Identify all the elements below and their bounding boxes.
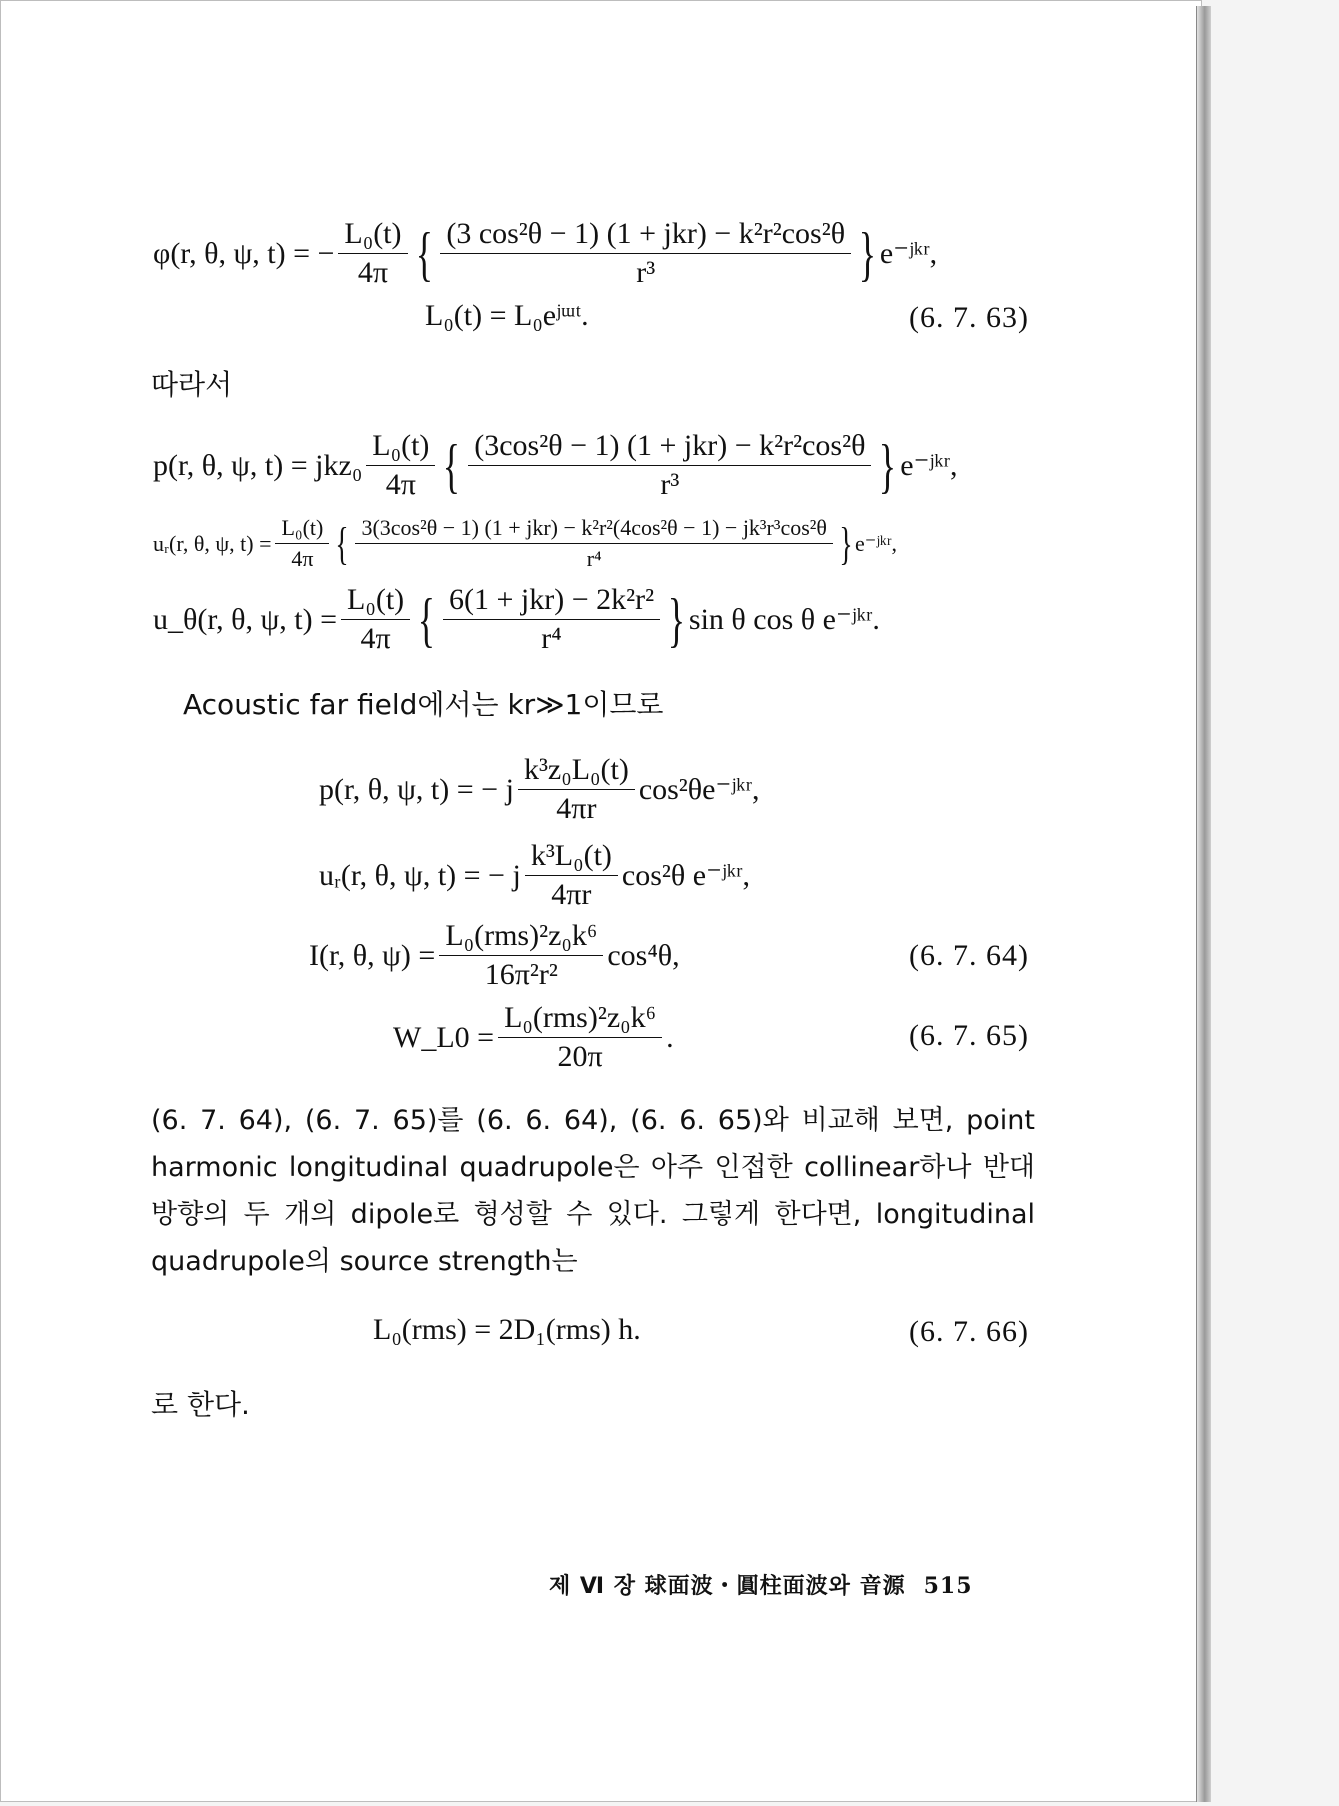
text-far-field: Acoustic far field에서는 kr≫1이므로	[183, 688, 664, 721]
fraction: $\frac{\text{L₀(t)}}{4\pi}$	[338, 217, 407, 290]
equation-utheta: u_θ(r, θ, ψ, t) = $\frac{\text{L₀(t)}}{4\pi}$ { $\frac{\text{6(1 + jkr) − 2k²r²}}{\text{r⁴}}$ } sin θ cos θ e⁻ʲᵏʳ.	[153, 583, 880, 655]
fraction: $\frac{\text{6(1 + jkr) − 2k²r²}}{\text{r⁴}}$	[443, 583, 660, 656]
fraction: $\frac{\text{(3 cos²θ − 1) (1 + jkr) − k²r²cos²θ}}{\text{r³}}$	[440, 217, 851, 290]
equation-phi: φ(r, θ, ψ, t) = − $\frac{\text{L₀(t)}}{4\pi}$ { $\frac{\text{(3 cos²θ − 1) (1 + jkr) − k²r²cos²θ}}{\text{r³}}$ } e⁻ʲᵏʳ,	[153, 217, 938, 289]
equation-number: (6. 7. 64)	[909, 939, 1029, 972]
fraction: $\frac{\text{L₀(rms)²z₀k⁶}}{\text{16π²r²}}$	[439, 919, 603, 992]
equation-intensity: I(r, θ, ψ) = $\frac{\text{L₀(rms)²z₀k⁶}}{\text{16π²r²}}$ cos⁴θ,	[309, 919, 680, 991]
fraction: $\frac{\text{L₀(t)}}{4\pi}$	[366, 429, 435, 502]
fraction: $\frac{\text{L₀(t)}}{4\pi}$	[275, 515, 329, 572]
equation-farfield-ur: uᵣ(r, θ, ψ, t) = − j $\frac{\text{k³L₀(t)}}{4\pi r}$ cos²θ e⁻ʲᵏʳ,	[319, 839, 751, 911]
equation-ur: uᵣ(r, θ, ψ, t) = $\frac{\text{L₀(t)}}{4\pi}$ { $\frac{\text{3(3cos²θ − 1) (1 + jkr) − k²r²(4cos²θ − 1) − jk³r³cos²θ}}{\text{r⁴}}$ } e⁻ʲᵏʳ,	[153, 515, 898, 571]
equation-L0: L₀(t) = L₀eʲᵚᵗ.	[425, 299, 589, 332]
equation-farfield-pressure: p(r, θ, ψ, t) = − j $\frac{\text{k³z₀L₀(t)}}{4\pi r}$ cos²θe⁻ʲᵏʳ,	[319, 753, 760, 825]
chapter-title: 제 Ⅵ 장 球面波・圓柱面波와 音源	[549, 1574, 906, 1599]
fraction: $\frac{\text{3(3cos²θ − 1) (1 + jkr) − k²r²(4cos²θ − 1) − jk³r³cos²θ}}{\text{r⁴}}$	[355, 515, 832, 572]
page-footer	[549, 1569, 973, 1600]
page-edge	[1196, 6, 1211, 1802]
fraction: $\frac{\text{k³z₀L₀(t)}}{4\pi r}$	[518, 753, 635, 826]
body-paragraph: (6. 7. 64), (6. 7. 65)를 (6. 6. 64), (6. 6. 65)와 비교해 보면, point harmonic longitudinal quadrupole은 아주 인접한 collinear하나 반대 방향의 두 개의 dipole로 형성할 수 있다. 그렇게 한다면, longitudinal quadrupole의 source strength는	[151, 1105, 1035, 1277]
equation-number: (6. 7. 66)	[909, 1315, 1029, 1348]
fraction: $\frac{\text{L₀(t)}}{4\pi}$	[341, 583, 410, 656]
page-number: 515	[923, 1573, 973, 1599]
fraction: $\frac{\text{k³L₀(t)}}{4\pi r}$	[525, 839, 618, 912]
text-ttarasuh: 따라서	[151, 368, 233, 401]
text-closing: 로 한다.	[151, 1388, 250, 1421]
fraction: $\frac{\text{L₀(rms)²z₀k⁶}}{20\pi}$	[498, 1001, 662, 1074]
equation-power: W_L0 = $\frac{\text{L₀(rms)²z₀k⁶}}{20\pi}$ .	[393, 1001, 674, 1073]
equation-source-strength: L₀(rms) = 2D₁(rms) h.	[373, 1313, 641, 1346]
equation-number: (6. 7. 63)	[909, 301, 1029, 334]
fraction: $\frac{\text{(3cos²θ − 1) (1 + jkr) − k²r²cos²θ}}{\text{r³}}$	[468, 429, 871, 502]
equation-number: (6. 7. 65)	[909, 1019, 1029, 1052]
equation-pressure: p(r, θ, ψ, t) = jkz₀ $\frac{\text{L₀(t)}}{4\pi}$ { $\frac{\text{(3cos²θ − 1) (1 + jkr) − k²r²cos²θ}}{\text{r³}}$ } e⁻ʲᵏʳ,	[153, 429, 958, 501]
